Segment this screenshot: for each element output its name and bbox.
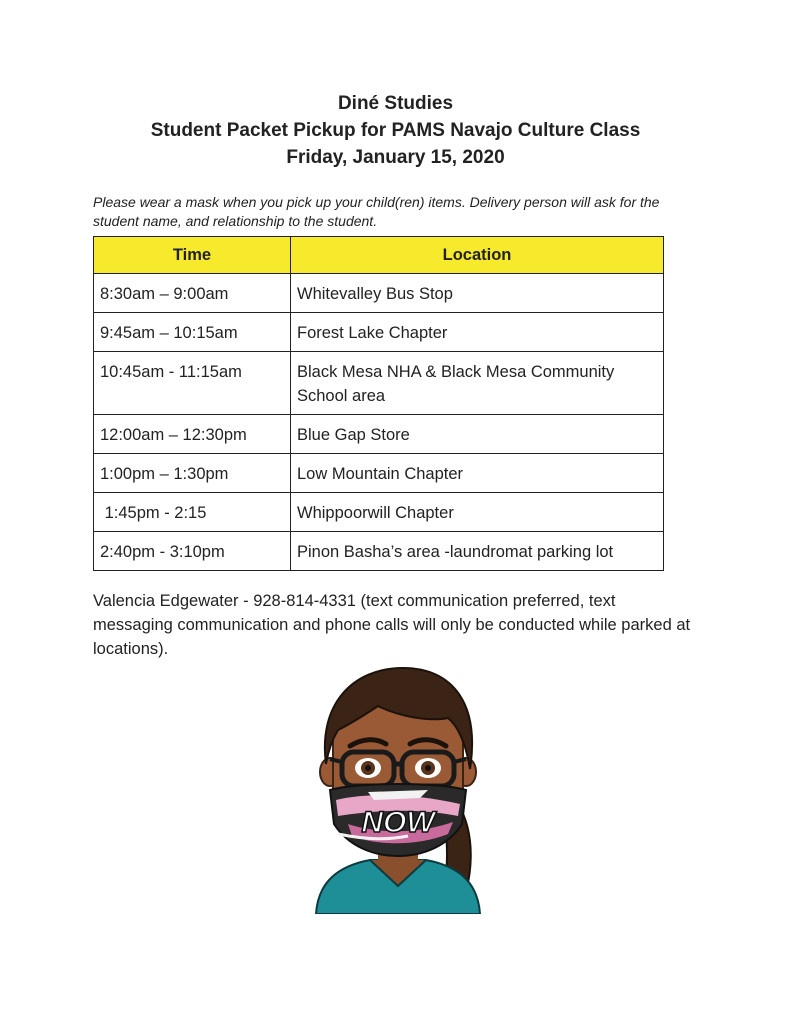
title-line-2: Student Packet Pickup for PAMS Navajo Culture Class (150, 120, 641, 141)
document-title-block (0, 90, 791, 171)
location-cell: Whippoorwill Chapter (291, 493, 664, 532)
table-row (94, 274, 664, 313)
title-line-1: Diné Studies (337, 93, 454, 114)
table-row (94, 493, 664, 532)
time-cell: 10:45am - 11:15am (94, 352, 291, 415)
time-cell: 2:40pm - 3:10pm (94, 532, 291, 571)
table-row (94, 415, 664, 454)
masked-avatar-illustration (308, 664, 488, 914)
time-cell: 8:30am – 9:00am (94, 274, 291, 313)
time-cell: 12:00am – 12:30pm (94, 415, 291, 454)
time-column-header: Time (94, 237, 291, 274)
mask-notice: Please wear a mask when you pick up your child(ren) items. Delivery person will ask for the student name, and relationship to the student. (93, 194, 660, 229)
time-cell: 1:45pm - 2:15 (94, 493, 291, 532)
location-cell: Low Mountain Chapter (291, 454, 664, 493)
table-row (94, 532, 664, 571)
location-cell: Forest Lake Chapter (291, 313, 664, 352)
time-cell: 9:45am – 10:15am (94, 313, 291, 352)
table-row (94, 454, 664, 493)
mask-text: NOW (361, 806, 435, 839)
location-column-header: Location (291, 237, 664, 274)
title-line-3: Friday, January 15, 2020 (286, 147, 505, 168)
location-cell: Blue Gap Store (291, 415, 664, 454)
pickup-schedule-table (93, 236, 664, 571)
location-cell: Whitevalley Bus Stop (291, 274, 664, 313)
time-cell: 1:00pm – 1:30pm (94, 454, 291, 493)
table-row (94, 313, 664, 352)
contact-info: Valencia Edgewater - 928-814-4331 (text communication preferred, text messaging communication and phone calls will only be conducted while parked at locations). (93, 592, 691, 658)
table-row (94, 352, 664, 415)
location-cell: Pinon Basha’s area -laundromat parking lot (291, 532, 664, 571)
table-header-row (94, 237, 664, 274)
location-cell: Black Mesa NHA & Black Mesa Community School area (291, 352, 664, 415)
